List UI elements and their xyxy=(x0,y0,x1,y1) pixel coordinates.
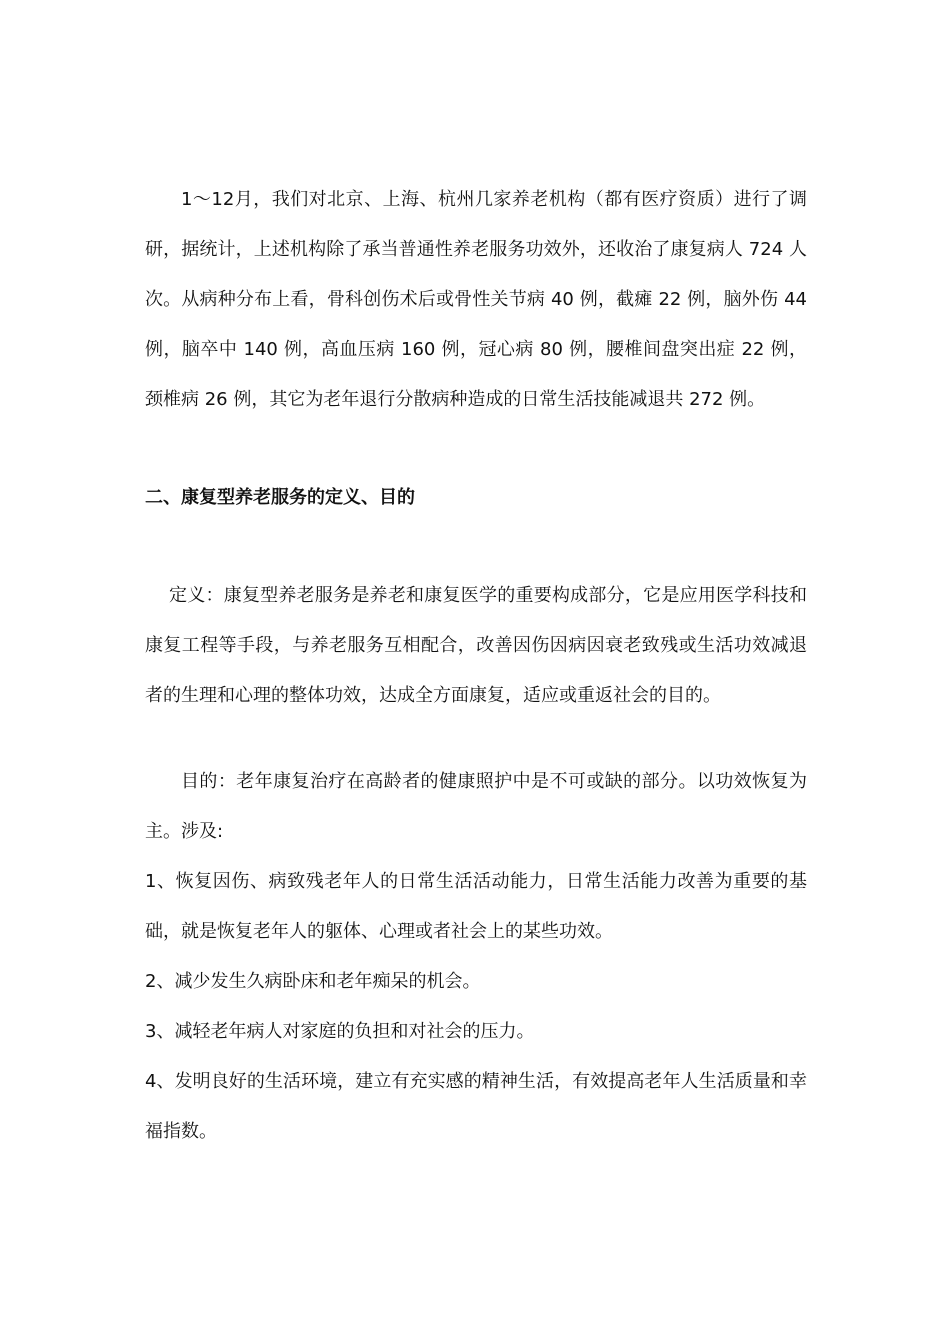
definition-paragraph: 定义：康复型养老服务是养老和康复医学的重要构成部分，它是应用医学科技和康复工程等手段，与养老服务互相配合，改善因伤因病因衰老致残或生活功效减退者的生理和心理的整体功效，达成全方面康复，适应或重返社会的目的。 xyxy=(145,585,807,706)
survey-paragraph: 1～12月，我们对北京、上海、杭州几家养老机构（都有医疗资质）进行了调研，据统计，上述机构除了承当普通性养老服务功效外，还收治了康复病人 724 人次。从病种分布上看，骨科创伤术后或骨性关节病 40 例，截瘫 22 例，脑外伤 44 例，脑卒中 140 例，高血压病 160 例，冠心病 80 例，腰椎间盘突出症 22 例，颈椎病 26 例，其它为老年退行分散病种造成的日常生活技能减退共 272 例。 xyxy=(145,189,807,410)
section-heading: 二、康复型养老服务的定义、目的 xyxy=(145,487,415,508)
list-item-4: 4、发明良好的生活环境，建立有充实感的精神生活，有效提高老年人生活质量和幸福指数。 xyxy=(145,1071,807,1142)
spacer xyxy=(145,425,807,473)
list-item-3: 3、减轻老年病人对家庭的负担和对社会的压力。 xyxy=(145,1021,535,1042)
list-item-1: 1、恢复因伤、病致残老年人的日常生活活动能力，日常生活能力改善为重要的基础，就是恢复老年人的躯体、心理或者社会上的某些功效。 xyxy=(145,871,807,942)
document-page xyxy=(145,175,807,1157)
list-item-2: 2、减少发生久病卧床和老年痴呆的机会。 xyxy=(145,971,481,992)
purpose-paragraph: 目的：老年康复治疗在高龄者的健康照护中是不可或缺的部分。以功效恢复为主。涉及: xyxy=(145,771,807,842)
spacer xyxy=(145,721,807,757)
spacer xyxy=(145,523,807,571)
